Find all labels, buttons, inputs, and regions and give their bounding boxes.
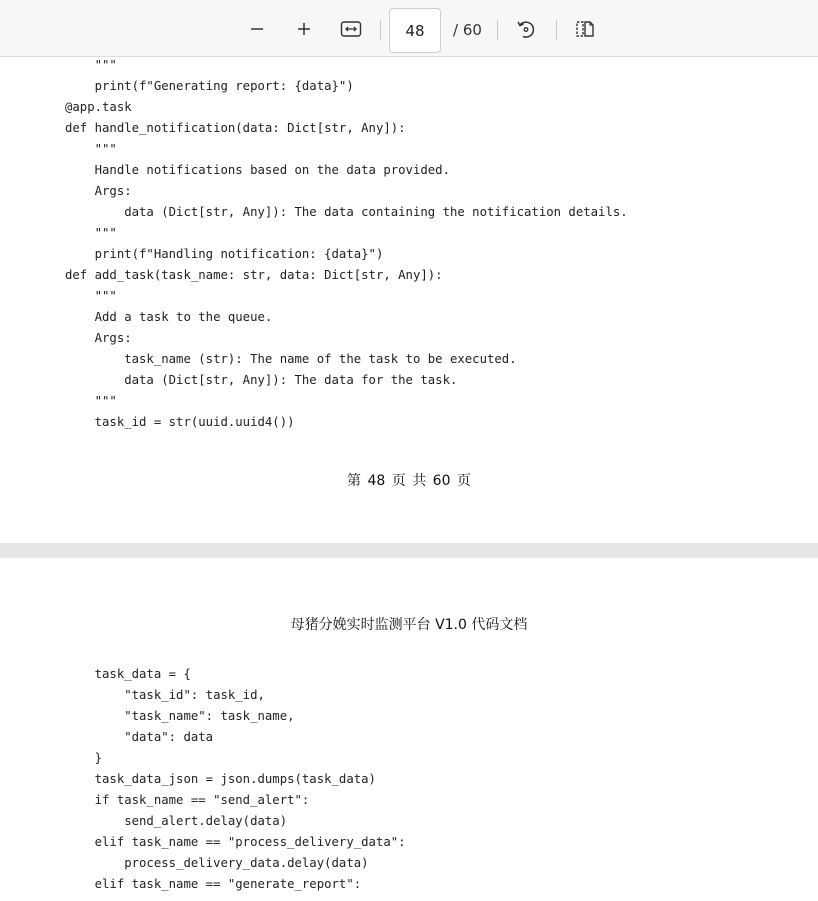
- code-line: "task_id": task_id,: [65, 688, 265, 702]
- code-line: if task_name == "send_alert":: [65, 793, 310, 807]
- code-line: @app.task: [65, 100, 132, 114]
- code-line: task_name (str): The name of the task to be executed.: [65, 352, 517, 366]
- rotate-icon: [515, 18, 537, 40]
- page-number-input[interactable]: [389, 8, 441, 53]
- page-footer: 第 48 页 共 60 页: [347, 473, 471, 489]
- code-line: data (Dict[str, Any]): The data for the task.: [65, 373, 458, 387]
- code-line: """: [65, 394, 117, 408]
- document-page-48: [0, 57, 818, 543]
- zoom-out-button[interactable]: [240, 12, 274, 46]
- total-pages-label: / 60: [453, 21, 482, 39]
- code-line: data (Dict[str, Any]): The data containing the notification details.: [65, 205, 628, 219]
- document-page-49: [0, 558, 818, 901]
- code-line: Handle notifications based on the data provided.: [65, 163, 450, 177]
- code-line: process_delivery_data.delay(data): [65, 856, 369, 870]
- code-line: }: [65, 751, 103, 765]
- code-line: "task_name": task_name,: [65, 709, 295, 723]
- code-line: elif task_name == "generate_report":: [65, 877, 362, 891]
- toolbar-divider: [556, 20, 557, 40]
- code-line: Args:: [65, 331, 132, 345]
- two-page-view-icon: [574, 19, 596, 39]
- code-line: Args:: [65, 184, 132, 198]
- code-line: task_data_json = json.dumps(task_data): [65, 772, 376, 786]
- code-line: """: [65, 289, 117, 303]
- minus-icon: [249, 21, 265, 37]
- toolbar-divider: [497, 20, 498, 40]
- page-header-title: 母猪分娩实时监测平台 V1.0 代码文档: [290, 617, 528, 633]
- code-line: "data": data: [65, 730, 214, 744]
- code-line: task_data = {: [65, 667, 191, 681]
- fit-width-icon: [340, 20, 362, 38]
- code-line: def handle_notification(data: Dict[str, Any]):: [65, 121, 406, 135]
- code-line: """: [65, 226, 117, 240]
- rotate-button[interactable]: [509, 12, 543, 46]
- code-line: print(f"Handling notification: {data}"): [65, 247, 384, 261]
- code-line: def add_task(task_name: str, data: Dict[str, Any]):: [65, 268, 443, 282]
- code-line: send_alert.delay(data): [65, 814, 288, 828]
- code-line: elif task_name == "process_delivery_data":: [65, 835, 406, 849]
- code-line: Add a task to the queue.: [65, 310, 273, 324]
- code-line: print(f"Generating report: {data}"): [65, 79, 354, 93]
- zoom-in-button[interactable]: [287, 12, 321, 46]
- pdf-toolbar: [0, 0, 818, 57]
- two-page-view-button[interactable]: [568, 12, 602, 46]
- code-line: """: [65, 58, 117, 72]
- toolbar-divider: [380, 20, 381, 40]
- code-line: task_id = str(uuid.uuid4()): [65, 415, 295, 429]
- code-line: """: [65, 142, 117, 156]
- plus-icon: [296, 21, 312, 37]
- fit-width-button[interactable]: [334, 12, 368, 46]
